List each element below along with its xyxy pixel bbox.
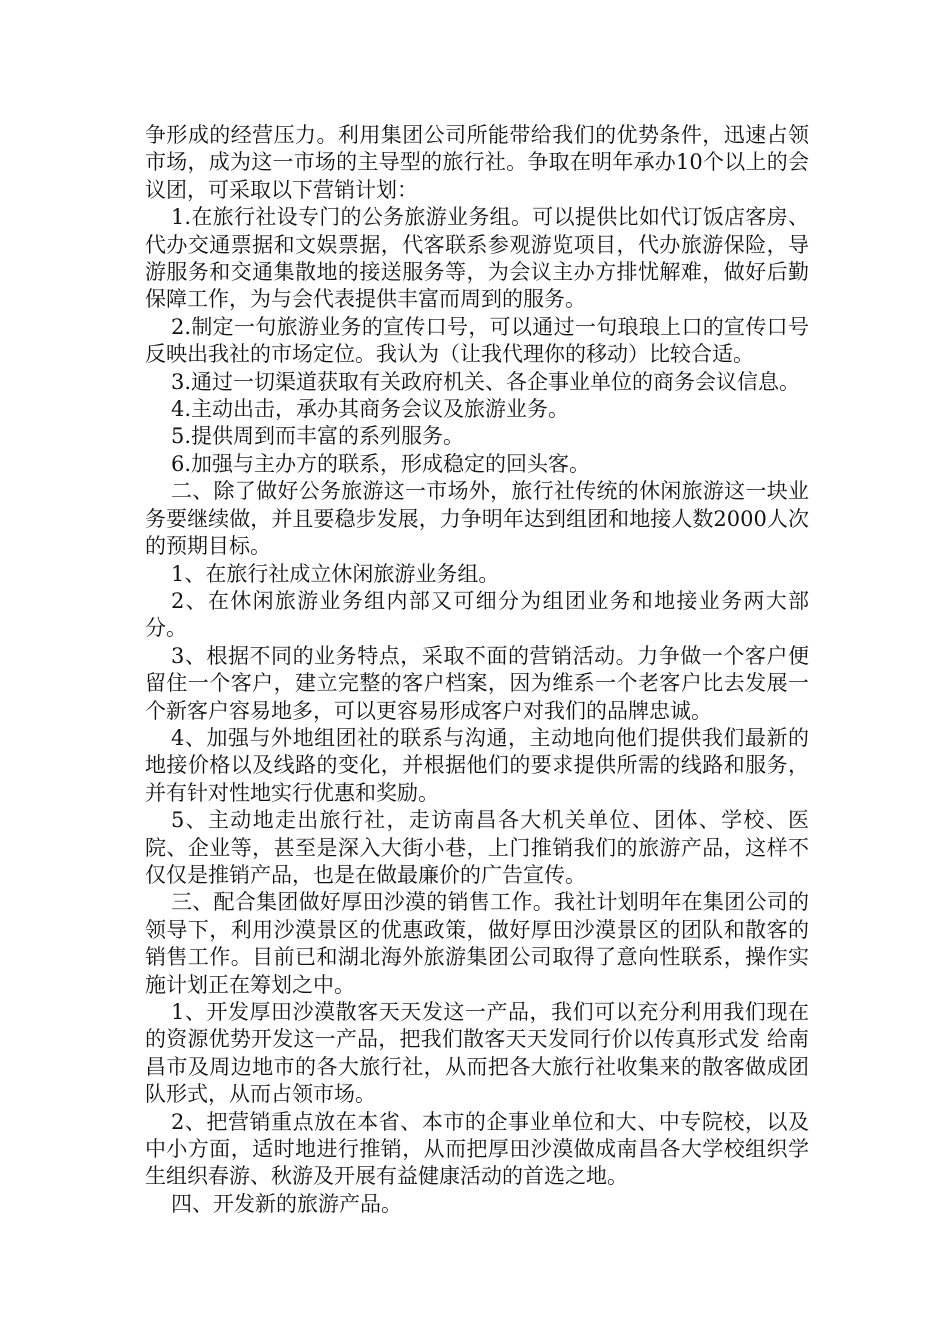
paragraph-item-1: 1.在旅行社设专门的公务旅游业务组。可以提供比如代订饭店客房、代办交通票据和文娱票据，代客联系参观游览项目，代办旅游保险，导游服务和交通集散地的接送服务等，为会议主办方排忧解难，做好后勤保障工作，为与会代表提供丰富而周到的服务。 <box>145 205 809 312</box>
section-2-item-5: 5、主动地走出旅行社，走访南昌各大机关单位、团体、学校、医院、企业等，甚至是深入大街小巷，上门推销我们的旅游产品，这样不仅仅是推销产品，也是在做最廉价的广告宣传。 <box>145 808 809 887</box>
section-3-item-1: 1、开发厚田沙漠散客天天发这一产品，我们可以充分利用我们现在的资源优势开发这一产品，把我们散客天天发同行价以传真形式发 给南昌市及周边地市的各大旅行社，从而把各大旅行社收集来的散客做成团队形式，从而占领市场。 <box>145 1000 809 1107</box>
section-2-item-2: 2、在休闲旅游业务组内部又可细分为组团业务和地接业务两大部分。 <box>145 588 809 641</box>
paragraph-item-6: 6.加强与主办方的联系，形成稳定的回头客。 <box>171 451 591 476</box>
paragraph-item-5: 5.提供周到而丰富的系列服务。 <box>171 424 465 449</box>
section-2-item-1: 1、在旅行社成立休闲旅游业务组。 <box>171 561 500 586</box>
paragraph-continuation: 争形成的经营压力。利用集团公司所能带给我们的优势条件，迅速占领市场，成为这一市场的主导型的旅行社。争取在明年承办10个以上的会议团，可采取以下营销计划： <box>145 123 809 202</box>
section-2-item-3: 3、根据不同的业务特点，采取不面的营销活动。力争做一个客户便留住一个客户，建立完整的客户档案，因为维系一个老客户比去发展一个新客户容易地多，可以更容易形成客户对我们的品牌忠诚。 <box>145 643 809 723</box>
paragraph-item-4: 4.主动出击，承办其商务会议及旅游业务。 <box>171 397 570 422</box>
paragraph-item-3: 3.通过一切渠道获取有关政府机关、各企事业单位的商务会议信息。 <box>171 369 801 394</box>
section-2-heading: 二、除了做好公务旅游这一市场外，旅行社传统的休闲旅游这一块业务要继续做，并且要稳步发展，力争明年达到组团和地接人数2000人次的预期目标。 <box>145 479 809 559</box>
section-2-item-4: 4、加强与外地组团社的联系与沟通，主动地向他们提供我们最新的地接价格以及线路的变化，并根据他们的要求提供所需的线路和服务，并有针对性地实行优惠和奖励。 <box>145 725 809 805</box>
document-body <box>145 122 809 1218</box>
section-3-heading: 三、配合集团做好厚田沙漠的销售工作。我社计划明年在集团公司的领导下，利用沙漠景区的优惠政策，做好厚田沙漠景区的团队和散客的销售工作。目前已和湖北海外旅游集团公司取得了意向性联系，操作实施计划正在筹划之中。 <box>145 890 809 997</box>
section-3-item-2: 2、把营销重点放在本省、本市的企事业单位和大、中专院校，以及中小方面，适时地进行推销，从而把厚田沙漠做成南昌各大学校组织学生组织春游、秋游及开展有益健康活动的首选之地。 <box>145 1109 809 1189</box>
section-4-heading: 四、开发新的旅游产品。 <box>171 1191 402 1216</box>
paragraph-item-2: 2.制定一句旅游业务的宣传口号，可以通过一句琅琅上口的宣传口号反映出我社的市场定位。我认为（让我代理你的移动）比较合适。 <box>145 314 809 367</box>
